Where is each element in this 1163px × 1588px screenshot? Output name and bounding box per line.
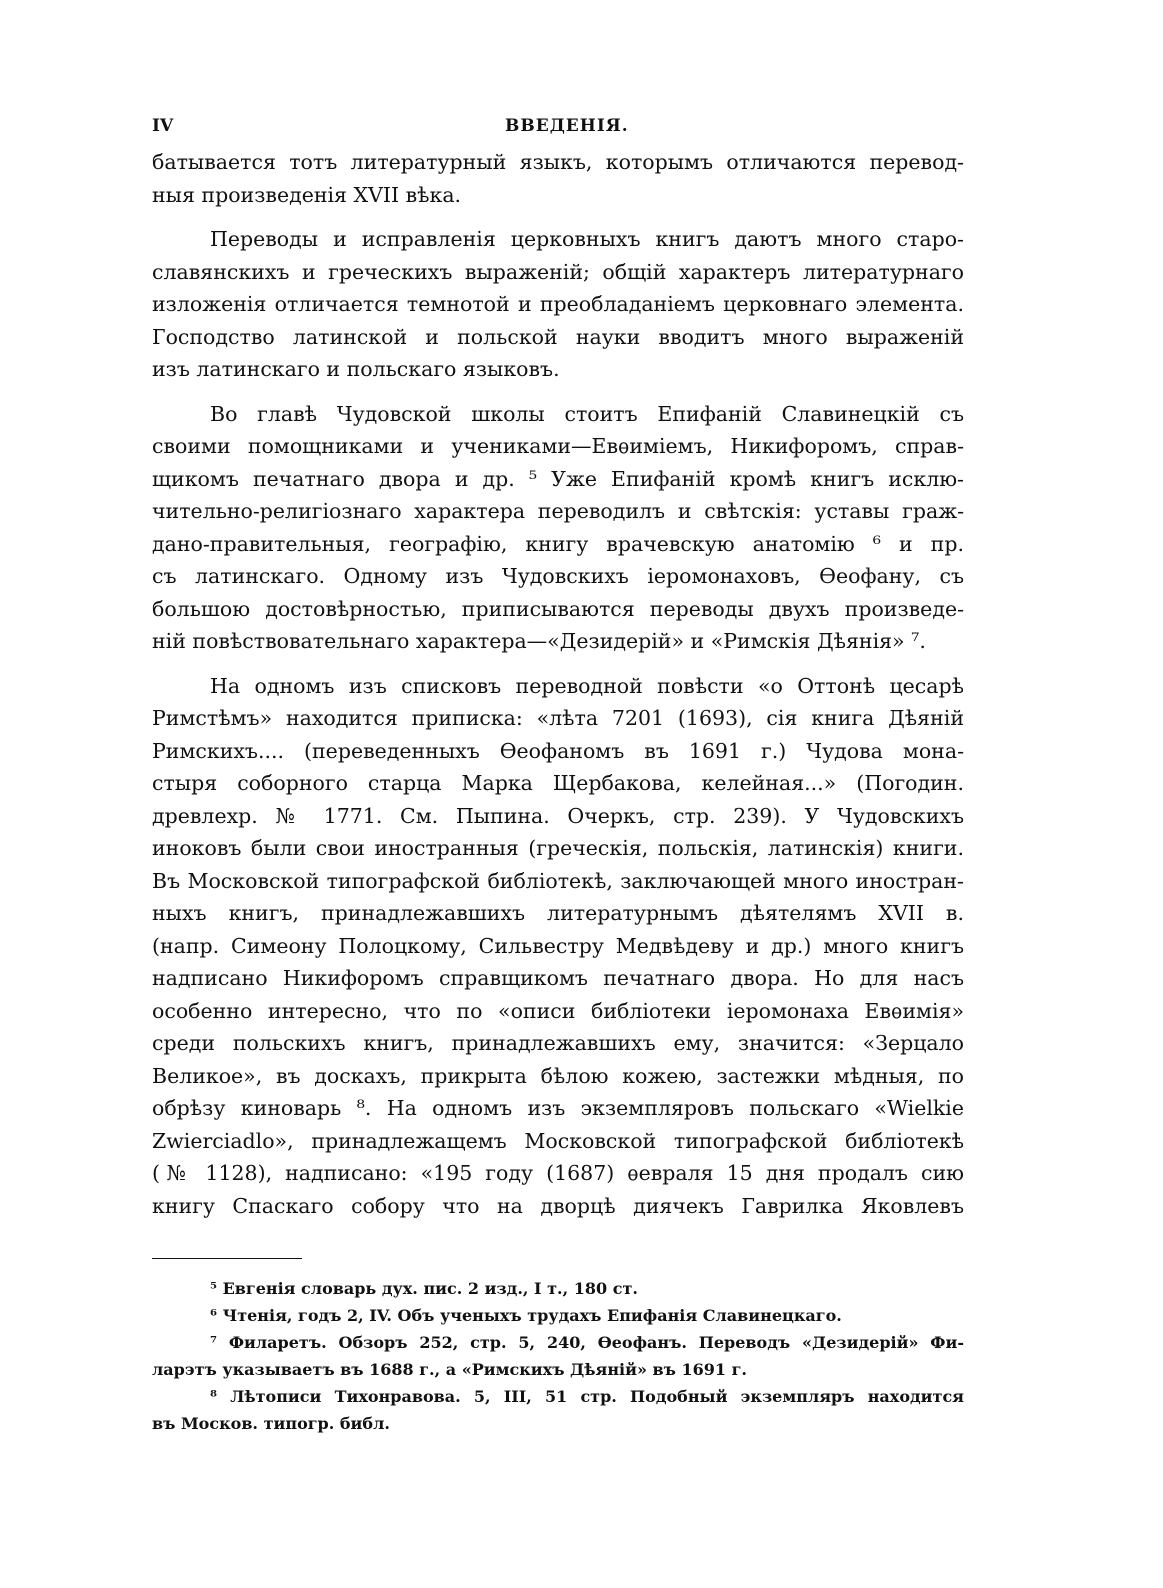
paragraph-2 [152, 223, 964, 386]
footnote-line: ⁸ Лѣтописи Тихонравова. 5, III, 51 стр. Подобный экземпляръ находится [210, 1387, 964, 1406]
text-line: обрѣзу киноварь ⁸. На одномъ изъ экземпляровъ польскаго «Wielkie [152, 1096, 964, 1120]
text-line: батывается тотъ литературный языкъ, которымъ отличаются перевод- [152, 150, 964, 174]
text-line: Великое», въ доскахъ, прикрыта бѣлою кожею, застежки мѣдныя, по [152, 1063, 964, 1088]
footnote-line: въ Москов. типогр. библ. [152, 1414, 390, 1433]
text-line: Во главѣ Чудовской школы стоитъ Епифаній Славинецкій съ [210, 401, 964, 426]
page-number: IV [152, 116, 174, 136]
text-line: большою достовѣрностью, приписываются переводы двухъ произведе- [152, 596, 964, 621]
text-line: книгу Спаскаго собору что на дворцѣ диячекъ Гаврилка Яковлевъ [152, 1193, 964, 1218]
text-line: своими помощниками и учениками—Евѳиміемъ, Никифоромъ, справ- [152, 434, 964, 458]
text-line: (напр. Симеону Полоцкому, Сильвестру Медвѣдеву и др.) много книгъ [152, 933, 964, 958]
footnote-6 [152, 1302, 964, 1329]
text-line: ныхъ книгъ, принадлежавшихъ литературнымъ дѣятелямъ XVII в. [152, 901, 964, 925]
footnote-5 [152, 1275, 964, 1302]
text-line: иноковъ были свои иностранныя (греческія, польскія, латинскія) книги. [152, 836, 964, 860]
text-line: изъ латинскаго и польскаго языковъ. [152, 357, 560, 381]
footnote-line: ⁵ Евгенія словарь дух. пис. 2 изд., I т., 180 ст. [210, 1279, 638, 1298]
paragraph-4 [152, 670, 964, 1223]
text-line: щикомъ печатнаго двора и др. ⁵ Уже Епифаній кромѣ книгъ исклю- [152, 466, 964, 491]
text-line: ныя произведенія XVII вѣка. [152, 182, 462, 207]
footnote-8 [152, 1383, 964, 1437]
paragraph-3 [152, 398, 964, 658]
footnote-divider [152, 1258, 302, 1259]
text-line: На одномъ изъ списковъ переводной повѣсти «о Оттонѣ цесарѣ [210, 673, 964, 698]
book-page [152, 110, 964, 1437]
text-line: особенно интересно, что по «описи библіотеки іеромонаха Евѳимія» [152, 998, 964, 1023]
text-line: дано-правительныя, географію, книгу врачевскую анатомію ⁶ и пр. [152, 531, 964, 556]
text-line: Римскихъ.... (переведенныхъ Ѳеофаномъ въ 1691 г.) Чудова мона- [152, 738, 964, 763]
text-line: изложенія отличается темнотой и преобладаніемъ церковнаго элемента. [152, 292, 964, 316]
footnote-line: ⁷ Филаретъ. Обзоръ 252, стр. 5, 240, Ѳеофанъ. Переводъ «Дезидерій» Фи- [210, 1333, 964, 1352]
text-line: Въ Московской типографской библіотекѣ, заключающей много иностран- [152, 868, 964, 893]
text-line: среди польскихъ книгъ, принадлежавшихъ ему, значится: «Зерцало [152, 1031, 964, 1055]
text-line: (№ 1128), надписано: «195 году (1687) ѳевраля 15 дня продалъ сию [152, 1161, 964, 1185]
text-line: стыря соборного старца Марка Щербакова, келейная...» (Погодин. [152, 771, 964, 795]
text-line: Переводы и исправленія церковныхъ книгъ даютъ много старо- [210, 227, 964, 251]
running-title: ВВЕДЕНІЯ. [505, 116, 629, 136]
footnote-7 [152, 1329, 964, 1383]
running-header [152, 110, 964, 146]
text-line: славянскихъ и греческихъ выраженій; общій характеръ литературнаго [152, 259, 964, 284]
text-line: Zwierciadlo», принадлежащемъ Московской типографской библіотекѣ [152, 1128, 964, 1153]
footnote-line: ⁶ Чтенія, годъ 2, IV. Объ ученыхъ трудахъ Епифанія Славинецкаго. [210, 1306, 842, 1325]
text-line: ній повѣствовательнаго характера—«Дезидерій» и «Римскія Дѣянія» ⁷. [152, 629, 926, 653]
text-line: Римстѣмъ» находится приписка: «лѣта 7201 (1693), сія книга Дѣяній [152, 706, 964, 730]
text-line: надписано Никифоромъ справщикомъ печатнаго двора. Но для насъ [152, 966, 964, 990]
footnote-line: ларэтъ указываетъ въ 1688 г., а «Римскихъ Дѣяній» въ 1691 г. [152, 1360, 747, 1379]
text-line: древлехр. № 1771. См. Пыпина. Очеркъ, стр. 239). У Чудовскихъ [152, 803, 964, 828]
paragraph-1 [152, 146, 964, 211]
text-line: чительно-религіознаго характера переводилъ и свѣтскія: уставы граж- [152, 499, 964, 523]
text-line: Господство латинской и польской науки вводитъ много выраженій [152, 324, 964, 349]
text-line: съ латинскаго. Одному изъ Чудовскихъ іеромонаховъ, Ѳеофану, съ [152, 564, 964, 588]
